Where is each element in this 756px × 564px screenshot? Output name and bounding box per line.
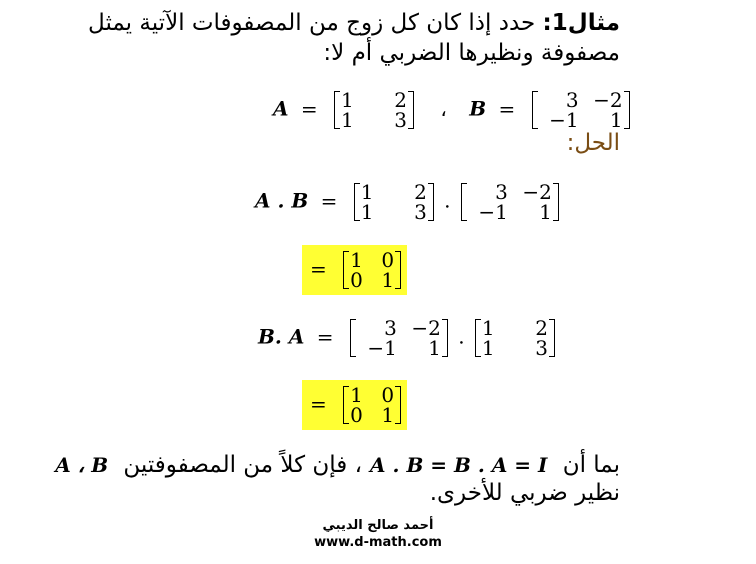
matrix-cell: 1 xyxy=(360,200,374,224)
matrix-b-name: B xyxy=(469,96,487,121)
conclusion-line-2: نظير ضربي للأخرى. xyxy=(429,480,620,506)
example-line-1 xyxy=(88,10,620,36)
ab-right-matrix xyxy=(461,182,559,222)
ba-right-matrix xyxy=(475,318,555,358)
matrix-cell: 0 xyxy=(381,248,395,272)
example-label: مثال1: xyxy=(542,10,620,36)
ab-result-highlight xyxy=(302,245,407,295)
matrix-cell: 1 xyxy=(381,403,395,427)
matrix-cell: 3 xyxy=(565,88,579,112)
equals-sign: = xyxy=(498,96,516,121)
matrix-cell: 3 xyxy=(414,200,427,224)
ba-result-highlight xyxy=(302,380,407,430)
ba-result-identity-matrix xyxy=(343,385,401,425)
matrix-cell: −2 xyxy=(411,316,441,340)
equals-sign: = xyxy=(320,188,338,213)
conclusion-line-1 xyxy=(55,452,620,478)
conclusion-then: ، فإن كلاً من المصفوفتين xyxy=(123,452,363,478)
example-question-text: حدد إذا كان كل زوج من المصفوفات الآتية يمثل xyxy=(88,10,536,36)
matrix-b xyxy=(532,90,630,130)
given-matrices xyxy=(273,90,634,130)
ab-product-equation xyxy=(255,182,563,222)
identity-equation: A . B = B . A = I xyxy=(370,453,548,477)
ab-lhs: A . B xyxy=(255,188,309,213)
conclusion-since: بما أن xyxy=(562,452,620,478)
ab-left-matrix xyxy=(354,182,434,222)
matrix-cell: 2 xyxy=(535,316,548,340)
ba-lhs: B. A xyxy=(258,324,305,349)
ba-product-equation xyxy=(258,318,559,358)
matrix-cell: 3 xyxy=(394,108,408,132)
matrix-cell: −2 xyxy=(522,180,552,204)
matrix-cell: 1 xyxy=(341,88,354,112)
website-link: www.d-math.com xyxy=(314,535,442,550)
matrix-cell: 1 xyxy=(481,316,495,340)
matrix-cell: 2 xyxy=(394,88,408,112)
matrix-cell: 1 xyxy=(360,180,374,204)
matrix-cell: −1 xyxy=(367,336,397,360)
equals-sign: = xyxy=(300,96,318,121)
ba-left-matrix xyxy=(350,318,448,358)
matrix-cell: 0 xyxy=(381,383,395,407)
arabic-comma: ، xyxy=(440,96,447,121)
matrix-cell: 1 xyxy=(350,383,363,407)
matrix-a-name: A xyxy=(273,96,289,121)
matrix-cell: 3 xyxy=(535,336,548,360)
author-name: أحمد صالح الديبي xyxy=(322,518,434,533)
matrix-cell: 1 xyxy=(381,268,395,292)
equals-sign: = xyxy=(310,256,327,281)
matrix-cell: −1 xyxy=(478,200,508,224)
matrix-cell: 1 xyxy=(609,108,623,132)
matrix-cell: 1 xyxy=(428,336,441,360)
multiplication-dot: . xyxy=(444,188,451,213)
equals-sign: = xyxy=(316,324,334,349)
matrix-cell: 3 xyxy=(384,316,397,340)
ab-result-identity-matrix xyxy=(343,250,401,290)
matrix-cell: 2 xyxy=(414,180,427,204)
matrix-cell: −2 xyxy=(593,88,623,112)
solution-label: الحل: xyxy=(566,130,620,156)
multiplication-dot: . xyxy=(458,324,465,349)
matrices-pair: A ، B xyxy=(55,453,109,477)
matrix-cell: 1 xyxy=(341,108,354,132)
matrix-cell: 0 xyxy=(350,403,363,427)
matrix-a xyxy=(334,90,414,130)
matrix-cell: 1 xyxy=(539,200,552,224)
footer xyxy=(0,518,756,550)
matrix-cell: 3 xyxy=(495,180,508,204)
matrix-cell: −1 xyxy=(549,108,579,132)
matrix-cell: 1 xyxy=(350,248,363,272)
matrix-cell: 0 xyxy=(350,268,363,292)
matrix-cell: 1 xyxy=(481,336,495,360)
example-line-2: مصفوفة ونظيرها الضربي أم لا: xyxy=(323,40,620,66)
equals-sign: = xyxy=(310,391,327,416)
